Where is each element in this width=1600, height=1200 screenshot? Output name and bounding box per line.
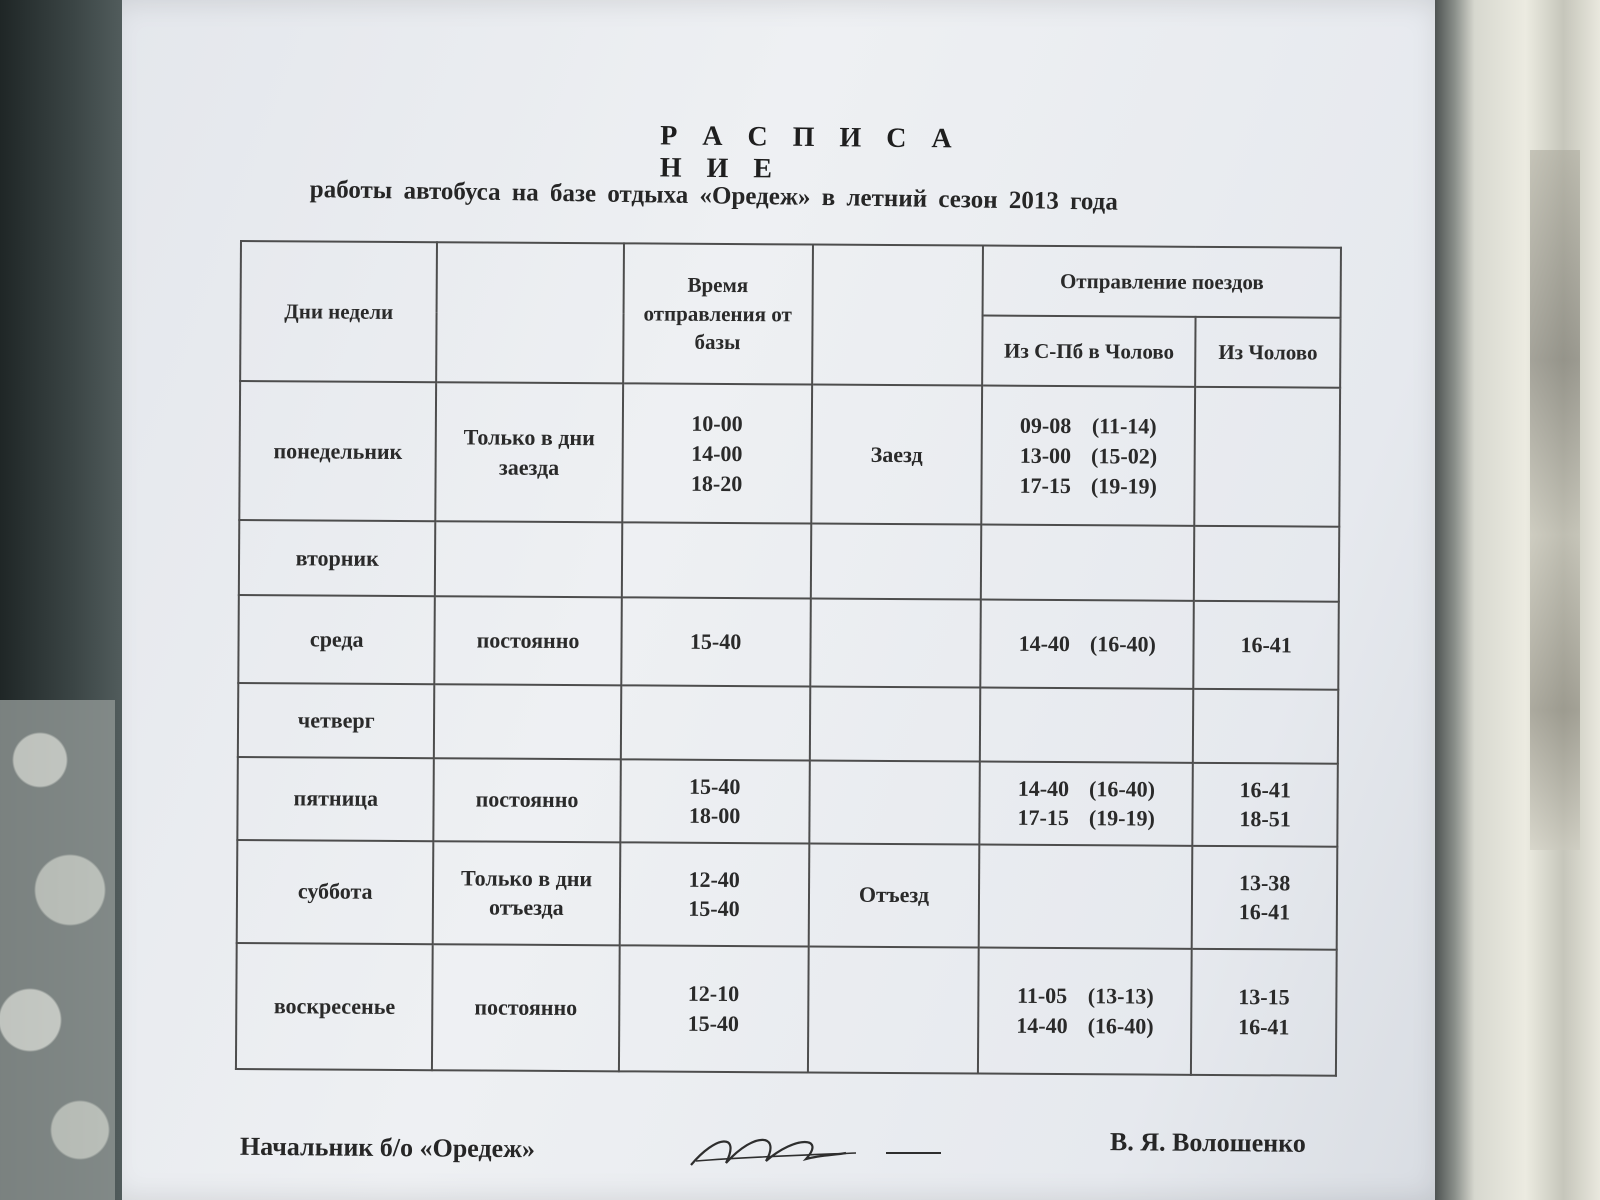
train-arrival: (16-40)	[1087, 1013, 1154, 1039]
departure-time: 18-00	[688, 803, 741, 829]
train-time: 16-41	[1238, 899, 1291, 925]
train-time: 16-41	[1238, 1014, 1290, 1040]
train-departure: 17-15	[1017, 805, 1069, 831]
cell-departure-times	[622, 383, 812, 524]
cell-mode: Только в дни заезда	[436, 382, 623, 523]
table-row	[239, 381, 1340, 527]
train-time: 16-41	[1239, 776, 1292, 803]
departure-time: 15-40	[687, 1010, 740, 1037]
departure-time: 12-40	[688, 866, 740, 892]
cell-event	[808, 946, 979, 1073]
cell-from-spb	[979, 844, 1193, 949]
departure-time: 15-40	[689, 628, 742, 654]
train-departure: 13-00	[1019, 442, 1072, 468]
cell-mode: Только в дни отъезда	[433, 841, 620, 945]
table-row	[236, 943, 1337, 1076]
cell-from-spb	[980, 762, 1193, 846]
cell-event: Заезд	[811, 384, 982, 524]
signature	[686, 1125, 956, 1185]
cell-from-spb	[980, 687, 1193, 763]
cell-departure-times	[621, 597, 811, 686]
cell-from-cholovo	[1194, 526, 1339, 601]
train-arrival: (19-19)	[1088, 805, 1155, 831]
document-title: Р А С П И С А Н И Е	[659, 120, 961, 185]
header-from-cholovo: Из Чолово	[1195, 317, 1340, 388]
cell-departure-times	[620, 685, 810, 761]
peeling-paint	[1530, 150, 1580, 850]
table-row	[238, 595, 1339, 690]
departure-time: 15-40	[689, 773, 741, 799]
train-departure: 14-40	[1018, 630, 1071, 656]
train-time: 16-41	[1240, 631, 1292, 658]
cell-day: понедельник	[239, 381, 436, 522]
departure-time: 14-00	[691, 440, 743, 466]
train-arrival: (11-14)	[1091, 413, 1157, 439]
cell-mode: постоянно	[434, 758, 621, 842]
cell-event	[810, 598, 981, 687]
cell-mode	[435, 522, 622, 598]
train-arrival: (16-40)	[1088, 775, 1156, 802]
cell-day: вторник	[239, 520, 436, 596]
cell-from-spb	[982, 386, 1196, 527]
train-arrival: (19-19)	[1090, 472, 1157, 499]
cell-event	[811, 524, 982, 599]
cell-day: четверг	[238, 683, 435, 759]
departure-time: 15-40	[688, 896, 740, 922]
cell-day: воскресенье	[236, 943, 433, 1070]
train-time: 13-15	[1238, 984, 1290, 1010]
cell-from-cholovo	[1194, 387, 1340, 527]
lace-curtain	[0, 700, 115, 1200]
cell-day: пятница	[237, 757, 434, 841]
footer-name: В. Я. Волошенко	[1109, 1127, 1306, 1158]
train-departure: 14-40	[1017, 775, 1070, 801]
window-background-left	[0, 0, 130, 1200]
table-row	[237, 840, 1338, 950]
table-row	[238, 683, 1338, 764]
cell-mode: постоянно	[435, 596, 622, 685]
train-departure: 14-40	[1016, 1012, 1068, 1039]
train-arrival: (15-02)	[1091, 443, 1158, 469]
document-subtitle: работы автобуса на базе отдыха «Оредеж» в летний сезон 2013 года	[309, 176, 1119, 216]
train-departure: 09-08	[1019, 412, 1072, 439]
header-days: Дни недели	[240, 241, 437, 382]
cell-from-spb	[978, 947, 1192, 1074]
header-departure-time: Время отправления от базы	[623, 243, 813, 384]
cell-departure-times	[620, 759, 810, 843]
cell-day: среда	[238, 595, 435, 684]
window-frame-right	[1435, 0, 1600, 1200]
header-from-spb: Из С-Пб в Чолово	[982, 316, 1195, 387]
train-departure: 11-05	[1016, 983, 1068, 1009]
header-mode	[437, 242, 624, 383]
departure-time: 12-10	[687, 981, 740, 1007]
schedule-table	[235, 240, 1342, 1077]
train-arrival: (13-13)	[1087, 983, 1154, 1009]
cell-from-cholovo	[1191, 949, 1337, 1076]
cell-event: Отъезд	[808, 843, 979, 947]
cell-from-cholovo	[1192, 845, 1337, 949]
cell-mode	[434, 684, 621, 760]
cell-departure-times	[619, 842, 809, 946]
cell-from-cholovo	[1193, 688, 1338, 763]
train-arrival: (16-40)	[1089, 631, 1157, 657]
cell-mode: постоянно	[432, 944, 619, 1071]
cell-departure-times	[618, 945, 808, 1072]
cell-from-cholovo	[1193, 601, 1338, 690]
cell-departure-times	[621, 523, 811, 599]
cell-event	[809, 760, 980, 844]
cell-from-spb	[981, 525, 1194, 601]
departure-time: 18-20	[690, 470, 743, 496]
table-row	[237, 757, 1337, 846]
train-departure: 17-15	[1019, 472, 1072, 498]
train-time: 18-51	[1239, 806, 1291, 832]
cell-day: суббота	[237, 840, 434, 944]
schedule-body	[236, 381, 1340, 1076]
cell-event	[810, 686, 981, 761]
cell-from-cholovo	[1193, 763, 1338, 847]
train-time: 13-38	[1238, 869, 1291, 896]
footer-position: Начальник б/о «Оредеж»	[239, 1131, 536, 1164]
departure-time: 10-00	[691, 410, 743, 437]
header-event	[812, 244, 983, 385]
cell-from-spb	[981, 599, 1194, 688]
header-trains: Отправление поездов	[983, 246, 1341, 318]
table-row	[239, 520, 1339, 601]
